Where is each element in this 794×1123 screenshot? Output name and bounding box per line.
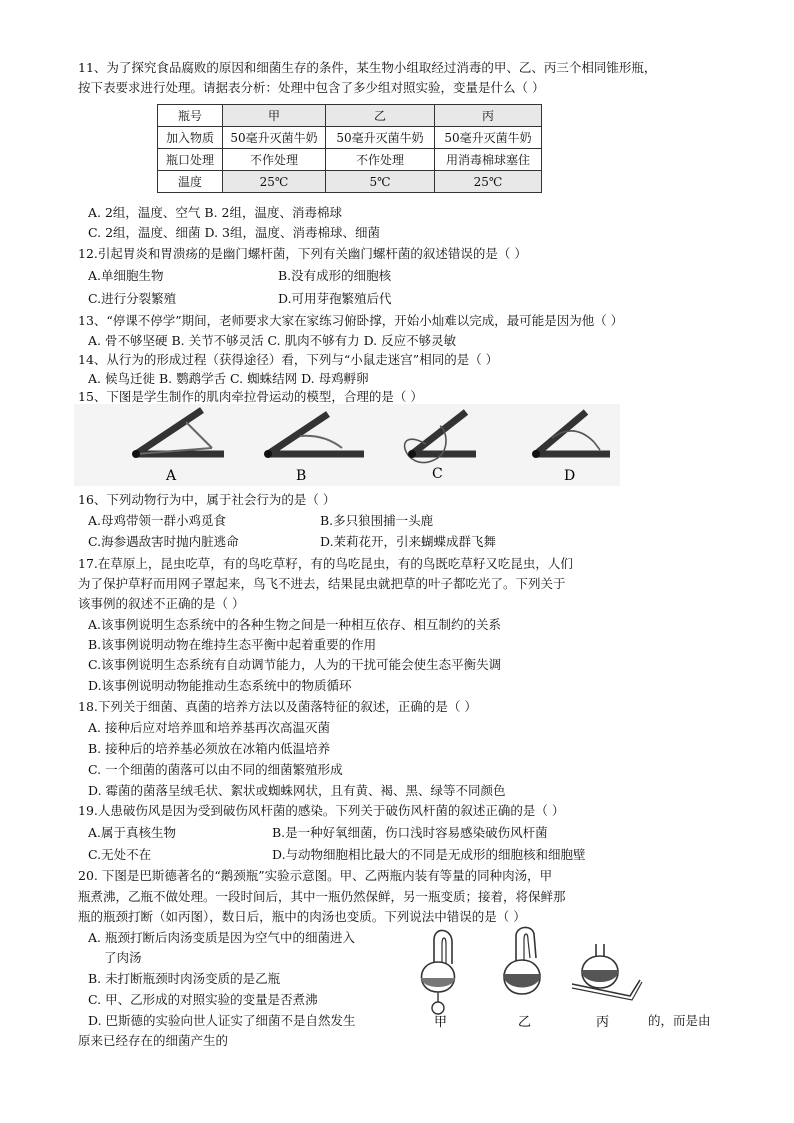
q11-line1: 11、为了探究食品腐败的原因和细菌生存的条件，某生物小组取经过消毒的甲、乙、丙三个相同锥形瓶， — [78, 60, 657, 75]
muscle-model-figure — [74, 404, 620, 486]
q17-line2: 为了保护草籽而用网子罩起来，鸟飞不进去，结果昆虫就把草的叶子都吃光了。下列关于 — [78, 576, 566, 591]
q15-stem: 15、下图是学生制作的肌肉牵拉骨运动的模型，合理的是（ ） — [78, 389, 423, 404]
q16-option-d: D.茉莉花开，引来蝴蝶成群飞舞 — [320, 534, 497, 549]
q20-line1: 20. 下图是巴斯德著名的“鹅颈瓶”实验示意图。甲、乙两瓶内装有等量的同种肉汤，甲 — [78, 868, 553, 883]
model-label: B — [296, 468, 307, 484]
model-label: D — [564, 468, 576, 484]
table-cell: 50毫升灭菌牛奶 — [223, 127, 326, 149]
q19-option-b: B.是一种好氧细菌，伤口浅时容易感染破伤风杆菌 — [272, 825, 548, 840]
q20-option-b: B. 未打断瓶颈时肉汤变质的是乙瓶 — [88, 971, 281, 986]
table-cell: 不作处理 — [326, 149, 435, 171]
flask-label: 甲 — [434, 1015, 448, 1030]
q20-line3: 瓶的瓶颈打断（如丙图），数日后，瓶中的肉汤也变质。下列说法中错误的是（ ） — [78, 909, 526, 924]
q18-stem: 18.下列关于细菌、真菌的培养方法以及菌落特征的叙述，正确的是（ ） — [78, 699, 477, 714]
table-header-cell: 乙 — [326, 105, 435, 127]
flask-jia-icon — [421, 930, 455, 1014]
q13-stem: 13、“停课不停学”期间，老师要求大家在家练习俯卧撑，开始小灿难以完成，最可能是因为他（ ） — [78, 313, 624, 328]
q12-option-d: D.可用芽孢繁殖后代 — [278, 291, 392, 306]
q17-line1: 17.在草原上，昆虫吃草，有的鸟吃草籽，有的鸟吃昆虫，有的鸟既吃草籽又吃昆虫，人们 — [78, 556, 573, 571]
q11-table — [157, 104, 542, 193]
q18-option-c: C. 一个细菌的菌落可以由不同的细菌繁殖形成 — [88, 762, 343, 777]
model-label: C — [432, 466, 443, 482]
q17-option-d: D.该事例说明动物能推动生态系统中的物质循环 — [88, 678, 352, 693]
table-cell: 用消毒棉球塞住 — [435, 149, 542, 171]
table-header-cell: 丙 — [435, 105, 542, 127]
q20-option-d-cont: 原来已经存在的细菌产生的 — [78, 1033, 229, 1048]
q14-options: A. 候鸟迁徙 B. 鹦鹉学舌 C. 蜘蛛结网 D. 母鸡孵卵 — [88, 371, 369, 386]
q12-option-b: B.没有成形的细胞核 — [278, 268, 392, 283]
table-cell: 25℃ — [223, 171, 326, 193]
q18-option-a: A. 接种后应对培养皿和培养基再次高温灭菌 — [88, 720, 330, 735]
q16-option-a: A.母鸡带领一群小鸡觅食 — [88, 513, 227, 528]
q19-option-d: D.与动物细胞相比最大的不同是无成形的细胞核和细胞壁 — [272, 847, 586, 862]
q16-stem: 16、下列动物行为中，属于社会行为的是（ ） — [78, 492, 336, 507]
flask-label: 丙 — [596, 1015, 610, 1030]
table-cell: 加入物质 — [158, 127, 223, 149]
table-cell: 25℃ — [435, 171, 542, 193]
q20-option-a-cont: 了肉汤 — [104, 950, 142, 965]
swan-neck-flask-figure — [404, 922, 646, 1032]
q18-option-d: D. 霉菌的菌落呈绒毛状、絮状或蜘蛛网状，且有黄、褐、黑、绿等不同颜色 — [88, 783, 506, 798]
q17-option-b: B.该事例说明动物在维持生态平衡中起着重要的作用 — [88, 637, 377, 652]
q17-option-c: C.该事例说明生态系统有自动调节能力，人为的干扰可能会使生态平衡失调 — [88, 657, 502, 672]
model-label: A — [166, 468, 177, 484]
q20-option-d-tail: 的，而是由 — [648, 1013, 711, 1028]
q16-option-c: C.海参遇敌害时抛内脏逃命 — [88, 534, 239, 549]
table-cell: 温度 — [158, 171, 223, 193]
q20-option-c: C. 甲、乙形成的对照实验的变量是否煮沸 — [88, 992, 318, 1007]
table-cell: 不作处理 — [223, 149, 326, 171]
q12-stem: 12.引起胃炎和胃溃疡的是幽门螺杆菌，下列有关幽门螺杆菌的叙述错误的是（ ） — [78, 246, 527, 261]
q19-stem: 19.人患破伤风是因为受到破伤风杆菌的感染。下列关于破伤风杆菌的叙述正确的是（ ） — [78, 803, 565, 818]
table-header-cell: 甲 — [223, 105, 326, 127]
q13-options: A. 骨不够坚硬 B. 关节不够灵活 C. 肌肉不够有力 D. 反应不够灵敏 — [88, 333, 457, 348]
q11-options-cd: C. 2组，温度、细菌 D. 3组，温度、消毒棉球、细菌 — [88, 225, 380, 240]
flask-yi-icon — [503, 927, 541, 994]
q12-option-a: A.单细胞生物 — [88, 268, 164, 283]
q11-options-ab: A. 2组，温度、空气 B. 2组，温度、消毒棉球 — [88, 205, 342, 220]
q17-option-a: A.该事例说明生态系统中的各种生物之间是一种相互依存、相互制约的关系 — [88, 617, 502, 632]
table-cell: 50毫升灭菌牛奶 — [326, 127, 435, 149]
q19-option-a: A.属于真核生物 — [88, 825, 177, 840]
flask-bing-icon — [572, 944, 642, 1000]
q12-option-c: C.进行分裂繁殖 — [88, 291, 177, 306]
q20-option-d: D. 巴斯德的实验向世人证实了细菌不是自然发生 — [88, 1013, 356, 1028]
q14-stem: 14、从行为的形成过程（获得途径）看，下列与“小鼠走迷宫”相同的是（ ） — [78, 352, 499, 367]
q16-option-b: B.多只狼围捕一头鹿 — [320, 513, 434, 528]
q18-option-b: B. 接种后的培养基必须放在冰箱内低温培养 — [88, 741, 331, 756]
q20-option-a: A. 瓶颈打断后肉汤变质是因为空气中的细菌进入 — [88, 930, 355, 945]
flask-label: 乙 — [518, 1015, 532, 1030]
table-cell: 瓶口处理 — [158, 149, 223, 171]
q20-line2: 瓶煮沸，乙瓶不做处理。一段时间后，其中一瓶仍然保鲜，另一瓶变质；接着，将保鲜那 — [78, 889, 566, 904]
table-cell: 5℃ — [326, 171, 435, 193]
table-cell: 50毫升灭菌牛奶 — [435, 127, 542, 149]
q17-line3: 该事例的叙述不正确的是（ ） — [78, 596, 245, 611]
q19-option-c: C.无处不在 — [88, 847, 152, 862]
q11-line2: 按下表要求进行处理。请据表分析：处理中包含了多少组对照实验，变量是什么（ ） — [78, 80, 545, 95]
table-header-cell: 瓶号 — [158, 105, 223, 127]
